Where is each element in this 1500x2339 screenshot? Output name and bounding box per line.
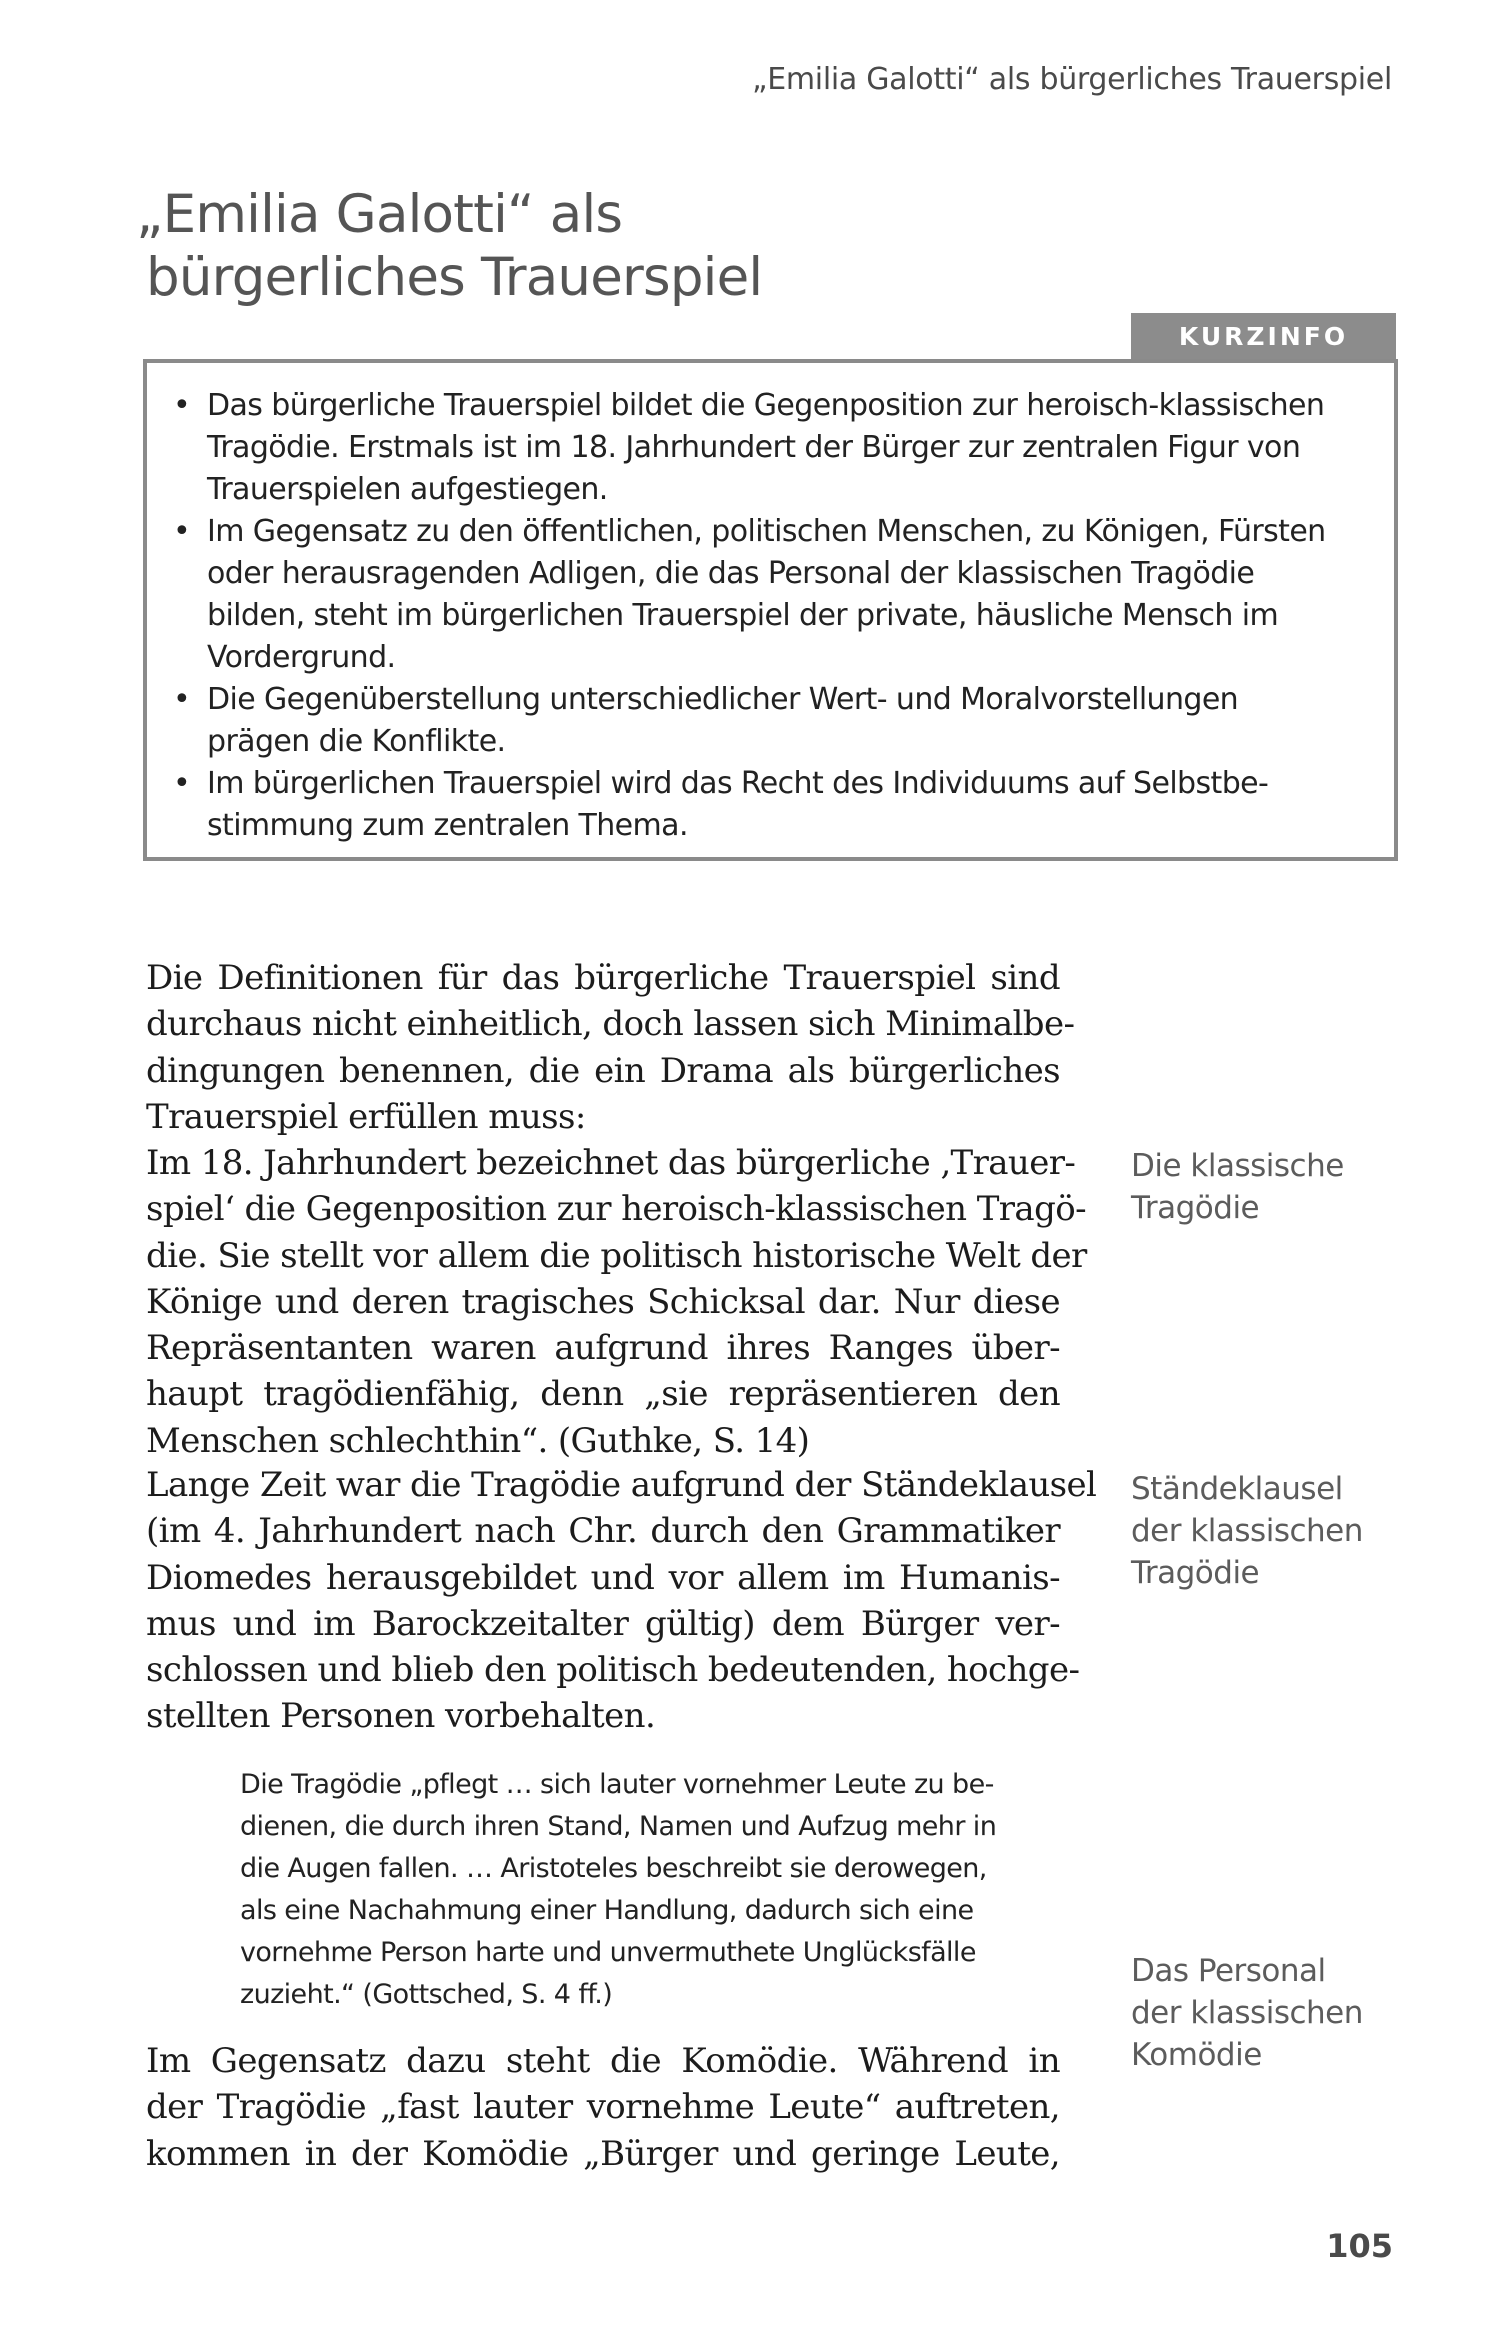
kurzinfo-item xyxy=(173,385,1394,511)
title-line: bürgerliches Trauerspiel xyxy=(146,247,763,308)
quote-line: zuzieht.“ (Gottsched, S. 4 ff.) xyxy=(240,1979,613,2010)
margin-note-line: Komödie xyxy=(1131,2037,1262,2073)
quote-line: Die Tragödie „pflegt … sich lauter vornehmer Leute zu be- xyxy=(240,1769,994,1800)
body-line: Menschen schlechthin“. (Guthke, S. 14) xyxy=(146,1420,810,1461)
margin-note xyxy=(1131,1145,1391,1229)
body-line: mus und im Barockzeitalter gültig) dem Bürger ver- xyxy=(146,1603,1060,1644)
kurzinfo-line: Im Gegensatz zu den öffentlichen, politischen Menschen, zu Königen, Fürsten xyxy=(207,514,1326,549)
body-line: spiel‘ die Gegenposition zur heroisch-klassischen Tragö- xyxy=(146,1189,1087,1230)
body-line: die. Sie stellt vor allem die politisch historische Welt der xyxy=(146,1235,1087,1276)
margin-note-line: Das Personal xyxy=(1131,1953,1326,1989)
margin-note-line: Die klassische xyxy=(1131,1148,1344,1184)
body-line: Trauerspiel erfüllen muss: xyxy=(146,1096,586,1137)
body-paragraph xyxy=(146,2038,1060,2177)
body-paragraph xyxy=(146,955,1075,1140)
quote-line: als eine Nachahmung einer Handlung, dadurch sich eine xyxy=(240,1895,974,1926)
title-line: „Emilia Galotti“ als xyxy=(136,184,623,245)
body-line: Diomedes herausgebildet und vor allem im Humanis- xyxy=(146,1557,1060,1598)
kurzinfo-line: Trauerspielen aufgestiegen. xyxy=(207,472,608,507)
kurzinfo-label: KURZINFO xyxy=(1131,313,1396,360)
block-quote xyxy=(240,1764,1020,2016)
body-line: schlossen und blieb den politisch bedeutenden, hochge- xyxy=(146,1650,1080,1691)
running-head: „Emilia Galotti“ als bürgerliches Trauerspiel xyxy=(751,62,1392,97)
body-line: Könige und deren tragisches Schicksal dar. Nur diese xyxy=(146,1281,1060,1322)
body-paragraph xyxy=(146,1462,1097,1740)
quote-line: die Augen fallen. … Aristoteles beschreibt sie derowegen, xyxy=(240,1853,987,1884)
kurzinfo-item xyxy=(173,679,1394,763)
body-line: Lange Zeit war die Tragödie aufgrund der Ständeklausel xyxy=(146,1465,1097,1505)
bullet-icon: • xyxy=(173,766,191,801)
body-line: kommen in der Komödie „Bürger und geringe Leute, xyxy=(146,2133,1060,2174)
body-line: durchaus nicht einheitlich, doch lassen sich Minimalbe- xyxy=(146,1004,1075,1045)
bullet-icon: • xyxy=(173,682,191,717)
page-number: 105 xyxy=(1326,2227,1393,2265)
quote-line: vornehme Person harte und unvermuthete Unglücksfälle xyxy=(240,1937,976,1968)
margin-note-line: der klassischen xyxy=(1131,1995,1363,2031)
body-line: Im 18. Jahrhundert bezeichnet das bürgerliche ‚Trauer- xyxy=(146,1143,1076,1183)
kurzinfo-line: Vordergrund. xyxy=(207,640,396,675)
kurzinfo-line: prägen die Konflikte. xyxy=(207,724,506,759)
kurzinfo-line: bilden, steht im bürgerlichen Trauerspiel der private, häusliche Mensch im xyxy=(207,598,1279,633)
bullet-icon: • xyxy=(173,514,191,549)
bullet-icon: • xyxy=(173,388,191,423)
kurzinfo-list xyxy=(147,363,1394,847)
body-line: der Tragödie „fast lauter vornehme Leute“ auftreten, xyxy=(146,2087,1060,2128)
margin-note-line: der klassischen xyxy=(1131,1513,1363,1549)
kurzinfo-box xyxy=(143,359,1398,861)
margin-note xyxy=(1131,1950,1391,2076)
page-title xyxy=(136,183,762,309)
kurzinfo-line: Die Gegenüberstellung unterschiedlicher Wert- und Moralvorstellungen xyxy=(207,682,1239,717)
body-line: Im Gegensatz dazu steht die Komödie. Während in xyxy=(146,2041,1060,2081)
margin-note-line: Tragödie xyxy=(1131,1555,1260,1591)
kurzinfo-line: Im bürgerlichen Trauerspiel wird das Recht des Individuums auf Selbstbe- xyxy=(207,766,1269,801)
body-line: stellten Personen vorbehalten. xyxy=(146,1696,656,1737)
body-paragraph xyxy=(146,1140,1087,1464)
margin-note xyxy=(1131,1468,1391,1594)
kurzinfo-line: Tragödie. Erstmals ist im 18. Jahrhundert der Bürger zur zentralen Figur von xyxy=(207,430,1301,465)
kurzinfo-line: oder herausragenden Adligen, die das Personal der klassischen Tragödie xyxy=(207,556,1255,591)
body-line: Repräsentanten waren aufgrund ihres Ranges über- xyxy=(146,1328,1060,1369)
kurzinfo-item xyxy=(173,511,1394,679)
kurzinfo-line: stimmung zum zentralen Thema. xyxy=(207,808,688,843)
kurzinfo-line: Das bürgerliche Trauerspiel bildet die Gegenposition zur heroisch-klassischen xyxy=(207,388,1325,423)
quote-line: dienen, die durch ihren Stand, Namen und Aufzug mehr in xyxy=(240,1811,997,1842)
margin-note-line: Tragödie xyxy=(1131,1190,1260,1226)
body-line: Die Definitionen für das bürgerliche Trauerspiel sind xyxy=(146,958,1060,998)
body-line: haupt tragödienfähig, denn „sie repräsentieren den xyxy=(146,1374,1060,1415)
margin-note-line: Ständeklausel xyxy=(1131,1471,1343,1507)
body-line: (im 4. Jahrhundert nach Chr. durch den Grammatiker xyxy=(146,1511,1060,1552)
kurzinfo-item xyxy=(173,763,1394,847)
body-line: dingungen benennen, die ein Drama als bürgerliches xyxy=(146,1050,1060,1091)
